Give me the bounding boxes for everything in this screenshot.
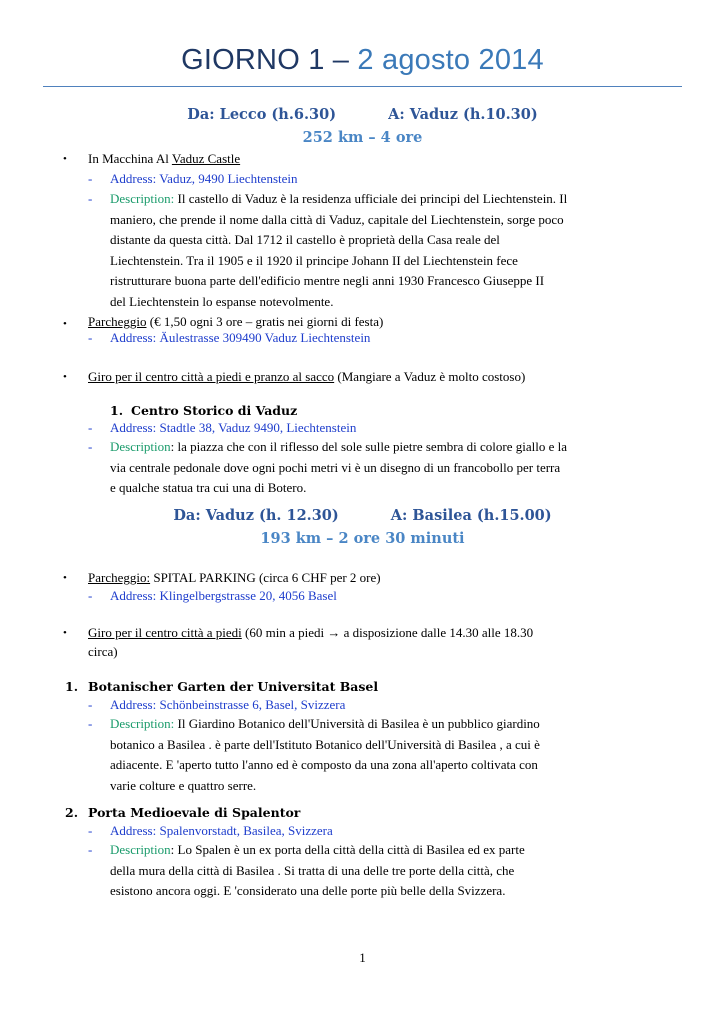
bullet-icon: • bbox=[63, 153, 67, 165]
dash-icon: - bbox=[88, 330, 93, 345]
giro-centro-link[interactable]: Giro per il centro città a piedi e pranzo al sacco bbox=[88, 369, 335, 384]
desc-line: : la piazza che con il riflesso del sole sulle pietre sembra di colore giallo e la bbox=[170, 439, 568, 454]
desc-line: della mura della città di Basilea . Si tratta di una delle tre porte della città, che bbox=[110, 862, 515, 878]
desc-label: Description bbox=[110, 439, 171, 454]
item2-address: Address: Äulestrasse 309490 Vaduz Liechtenstein bbox=[110, 330, 371, 345]
dash-icon: - bbox=[88, 191, 93, 206]
desc-line: via centrale pedonale dove ogni pochi metri vi è un disegno di un francobollo per terra bbox=[110, 459, 561, 475]
item3-address: Address: Stadtle 38, Vaduz 9490, Liechtenstein bbox=[110, 420, 357, 435]
centro-storico-title: Centro Storico di Vaduz bbox=[131, 403, 298, 418]
item2-rest: (€ 1,50 ogni 3 ore – gratis nei giorni di festa) bbox=[146, 314, 384, 329]
place1-title: Botanischer Garten der Universitat Basel bbox=[88, 679, 379, 694]
parcheggio-basel-link[interactable]: Parcheggio: bbox=[88, 570, 151, 585]
desc-line: Il castello di Vaduz è la residenza ufficiale dei principi del Liechtenstein. Il bbox=[174, 191, 568, 206]
desc-label: Description: bbox=[110, 191, 175, 206]
desc-label: Description bbox=[110, 842, 171, 857]
item3-line bbox=[88, 367, 682, 387]
dash-icon: - bbox=[88, 716, 93, 731]
vaduz-castle-link[interactable]: Vaduz Castle bbox=[171, 151, 241, 166]
place2-title: Porta Medioevale di Spalentor bbox=[88, 805, 301, 820]
desc-line: ristrutturare buona parte dell'edificio mentre negli anni 1930 Francesco Giuseppe II bbox=[110, 273, 545, 288]
title-date: 2 agosto 2014 bbox=[357, 44, 544, 76]
desc-line: distante da questa città. Dal 1712 il castello è proprietà della Casa reale del bbox=[110, 232, 500, 247]
title-main: GIORNO 1 – bbox=[181, 44, 350, 76]
page-title bbox=[0, 44, 725, 77]
place1-description bbox=[110, 714, 682, 796]
place2-address: Address: Spalenvorstadt, Basilea, Svizzera bbox=[110, 823, 333, 838]
dash-icon: - bbox=[88, 588, 93, 603]
dash-icon: - bbox=[88, 171, 93, 186]
dash-icon: - bbox=[88, 842, 93, 857]
dash-icon: - bbox=[88, 697, 93, 712]
place2-description bbox=[110, 840, 682, 902]
bullet-icon: • bbox=[63, 572, 67, 584]
desc-line: maniero, che prende il nome dalla città di Vaduz, capitale del Liechtenstein, sorge poco bbox=[110, 211, 564, 227]
page-number: 1 bbox=[359, 950, 366, 965]
dash-icon: - bbox=[88, 420, 93, 435]
bullet-icon: • bbox=[63, 627, 67, 639]
leg2-heading bbox=[0, 507, 725, 524]
parcheggio-link[interactable]: Parcheggio bbox=[88, 314, 147, 329]
item3-rest: (Mangiare a Vaduz è molto costoso) bbox=[334, 369, 526, 384]
item5-rest2: circa) bbox=[88, 644, 118, 659]
desc-line: botanico a Basilea . è parte dell'Istituto Botanico dell'Università di Basilea , a cui è bbox=[110, 736, 540, 752]
item3-description bbox=[110, 437, 682, 499]
bullet-icon: • bbox=[63, 318, 67, 330]
dash-icon: - bbox=[88, 439, 93, 454]
item4-line bbox=[88, 568, 682, 588]
desc-line: varie colture e quattro serre. bbox=[110, 777, 257, 793]
desc-line: esistono ancora oggi. E 'considerato una delle porte più belle della Svizzera. bbox=[110, 883, 506, 898]
leg1-from: Da: Lecco (h.6.30) bbox=[187, 106, 337, 123]
leg1-to: A: Vaduz (h.10.30) bbox=[388, 106, 538, 123]
item1-prefix: In Macchina Al bbox=[88, 151, 172, 166]
item1-address: Address: Vaduz, 9490 Liechtenstein bbox=[110, 171, 298, 186]
item5-rest: (60 min a piedi → a disposizione dalle 14.30 alle 18.30 bbox=[241, 625, 534, 640]
desc-line: Liechtenstein. Tra il 1905 e il 1920 il principe Johann II del Liechtenstein fece bbox=[110, 252, 518, 268]
desc-line: : Lo Spalen è un ex porta della città della città di Basilea ed ex parte bbox=[170, 842, 525, 857]
title-underline bbox=[43, 86, 682, 87]
place1-address: Address: Schönbeinstrasse 6, Basel, Svizzera bbox=[110, 697, 346, 712]
desc-label: Description: bbox=[110, 716, 175, 731]
item1-description bbox=[110, 189, 682, 312]
item4-rest: SPITAL PARKING (circa 6 CHF per 2 ore) bbox=[150, 570, 381, 585]
leg1-heading bbox=[0, 106, 725, 123]
leg2-from: Da: Vaduz (h. 12.30) bbox=[173, 507, 339, 524]
item1-line bbox=[88, 149, 682, 169]
desc-line: Il Giardino Botanico dell'Università di Basilea è un pubblico giardino bbox=[174, 716, 540, 731]
bullet-icon: • bbox=[63, 371, 67, 383]
desc-line: del Liechtenstein lo espanse notevolmente. bbox=[110, 293, 334, 309]
sub-number: 1. bbox=[110, 403, 124, 418]
dash-icon: - bbox=[88, 823, 93, 838]
giro-basilea-link[interactable]: Giro per il centro città a piedi bbox=[88, 625, 242, 640]
item4-address: Address: Klingelbergstrasse 20, 4056 Basel bbox=[110, 588, 337, 603]
desc-line: e qualche statua tra cui una di Botero. bbox=[110, 480, 307, 495]
place2-number: 2. bbox=[65, 805, 79, 820]
leg2-distance: 193 km – 2 ore 30 minuti bbox=[260, 530, 465, 547]
item5-line bbox=[88, 623, 682, 643]
desc-line: adiacente. E 'aperto tutto l'anno ed è composto da una zona all'aperto coltivata con bbox=[110, 757, 538, 772]
leg1-distance: 252 km – 4 ore bbox=[302, 129, 423, 146]
leg2-to: A: Basilea (h.15.00) bbox=[390, 507, 552, 524]
place1-number: 1. bbox=[65, 679, 79, 694]
